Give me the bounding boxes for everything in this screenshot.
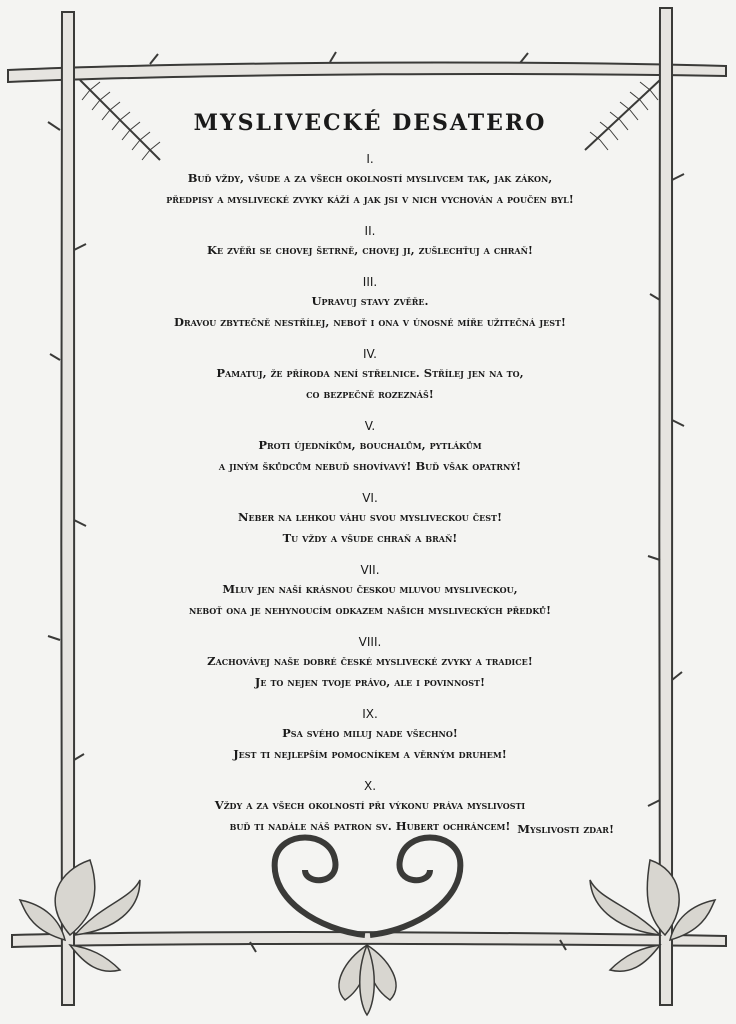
rule-7 (90, 563, 650, 621)
rule-6 (90, 491, 650, 549)
rule-line: co bezpečně rozeznáš! (306, 387, 434, 401)
rule-line: Je to nejen tvoje právo, ale i povinnost! (254, 675, 486, 689)
rule-1 (90, 152, 650, 210)
rule-line: neboť ona je nehynoucím odkazem našich mysliveckých předků! (188, 603, 552, 617)
rule-line: Neber na lehkou váhu svou mysliveckou čest! (237, 510, 503, 524)
leaf-cluster-right (590, 860, 715, 971)
rule-9 (90, 707, 650, 765)
rule-numeral: VII. (360, 563, 380, 577)
rule-line: Proti újedníkům, bouchalům, pytlákům (258, 438, 482, 452)
closing-salutation: Myslivosti zdar! (517, 822, 614, 836)
rule-numeral: II. (364, 224, 376, 238)
rule-numeral: I. (366, 152, 374, 166)
rule-numeral: X. (363, 779, 377, 793)
scroll-ornament (275, 838, 461, 936)
rule-line: Ke zvěři se chovej šetrně, chovej ji, zušlechťuj a chraň! (207, 243, 533, 257)
rule-numeral: V. (364, 419, 376, 433)
document-title: MYSLIVECKÉ DESATERO (193, 110, 547, 136)
top-branch (8, 63, 726, 82)
rule-numeral: III. (362, 275, 378, 289)
rule-line: Buď vždy, všude a za všech okolností myslivcem tak, jak zákon, (187, 171, 553, 185)
rule-line: a jiným škůdcům nebuď shovívavý! Buď však opatrný! (218, 459, 522, 473)
right-branch (659, 8, 672, 1005)
bottom-branch (12, 932, 726, 947)
rule-2 (90, 224, 650, 261)
rule-numeral: IV. (362, 347, 377, 361)
rule-line: Dravou zbytečně nestřílej, neboť i ona v únosné míře užitečná jest! (174, 315, 566, 329)
rule-numeral: VI. (362, 491, 378, 505)
leaf-cluster-left (20, 860, 140, 971)
document-body (90, 100, 650, 851)
rule-line: Mluv jen naší krásnou českou mluvou mysliveckou, (222, 582, 518, 596)
rule-4 (90, 347, 650, 405)
rule-line: Psa svého miluj nade všechno! (282, 726, 458, 740)
rule-line: Tu vždy a všude chraň a braň! (282, 531, 458, 545)
rule-line: Upravuj stavy zvěře. (311, 294, 429, 308)
rule-numeral: IX. (362, 707, 378, 721)
rule-line: Pamatuj, že příroda není střelnice. Střílej jen na to, (216, 366, 524, 380)
rule-5 (90, 419, 650, 477)
rule-numeral: VIII. (358, 635, 382, 649)
rule-8 (90, 635, 650, 693)
rule-line: předpisy a myslivecké zvyky káží a jak jsi v nich vychován a poučen byl! (166, 192, 574, 206)
rule-line: Zachovávej naše dobré české myslivecké zvyky a tradice! (207, 654, 533, 668)
rule-line: buď ti nadále náš patron sv. Hubert ochráncem! (229, 819, 511, 833)
rule-3 (90, 275, 650, 333)
rule-line: Jest ti nejlepším pomocníkem a věrným druhem! (233, 747, 507, 761)
rule-line: Vždy a za všech okolností při výkonu práva myslivosti (214, 798, 526, 812)
left-branch (61, 12, 74, 1005)
